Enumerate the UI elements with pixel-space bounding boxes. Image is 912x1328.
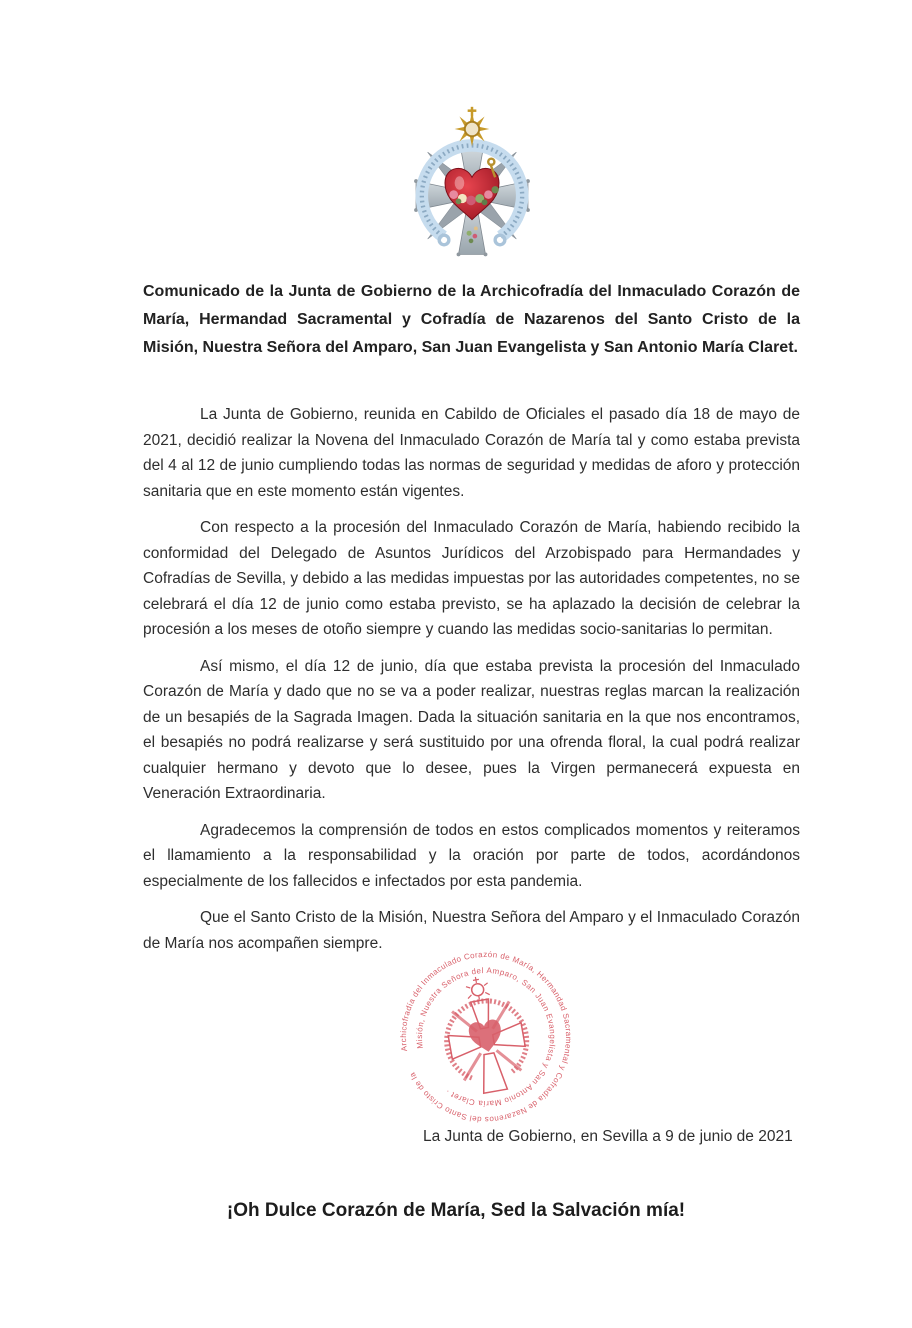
stamp-center-emblem-icon [436,970,535,1098]
text-column [143,0,800,967]
paragraph-4: Agradecemos la comprensión de todos en estos complicados momentos y reiteramos el llamamiento a la responsabilidad y la oración por parte de todos, acordándonos especialmente de los fallecidos e infectados por esta pandemia. [143,821,800,890]
paragraph-3: Así mismo, el día 12 de junio, día que estaba prevista la procesión del Inmaculado Corazón de María y dado que no se va a poder realizar, nuestras reglas marcan la realización de un besapiés de la Sagrada Imagen. Dada la situación sanitaria en la que nos encontramos, el besapiés no podrá realizarse y será sustituido por una ofrenda floral, la cual podrá realizar cualquier hermano y devoto que lo desee, pues la Virgen permanecerá expuesta en Veneración Extraordinaria. [143,657,800,802]
signature-date-line: La Junta de Gobierno, en Sevilla a 9 de junio de 2021 [423,1128,793,1145]
stamp-inner-ring-text: Misión, Nuestra Señora del Amparo, San Juan Evangelista y San Antonio María Claret · [414,965,558,1109]
sacred-heart-cross-emblem [393,102,551,266]
stamp-outer-ring-text: Archicofradía del Inmaculado Corazón de María, Hermandad Sacramental y Cofradía de Nazarenos del Santo Cristo de la [398,949,574,1125]
paragraph-5: Que el Santo Cristo de la Misión, Nuestra Señora del Amparo y el Inmaculado Corazón de María nos acompañen siempre. [143,909,800,952]
brotherhood-rubber-stamp [390,942,582,1132]
closing-devotion-line: ¡Oh Dulce Corazón de María, Sed la Salvación mía! [226,1200,686,1221]
paragraph-2: Con respecto a la procesión del Inmaculado Corazón de María, habiendo recibido la conformidad del Delegado de Asuntos Jurídicos del Arzobispado para Hermandades y Cofradías de Sevilla, y debido a las medidas impuestas por las autoridades competentes, no se celebrará el día 12 de junio como estaba previsto, se ha aplazado la decisión de celebrar la procesión a los meses de otoño siempre y cuando las medidas socio-sanitarias lo permitan. [143,519,800,638]
communique-title: Comunicado de la Junta de Gobierno de la Archicofradía del Inmaculado Corazón de María, Hermandad Sacramental y Cofradía de Nazarenos del Santo Cristo de la Misión, Nuestra Señora del Amparo, San Juan Evangelista y San Antonio María Claret. [143,283,800,356]
paragraph-1: La Junta de Gobierno, reunida en Cabildo de Oficiales el pasado día 18 de mayo de 2021, decidió realizar la Novena del Inmaculado Corazón de María tal y como estaba prevista del 4 al 12 de junio cumpliendo todas las normas de seguridad y medidas de aforo y protección sanitaria que en este momento están vigentes. [143,406,800,500]
